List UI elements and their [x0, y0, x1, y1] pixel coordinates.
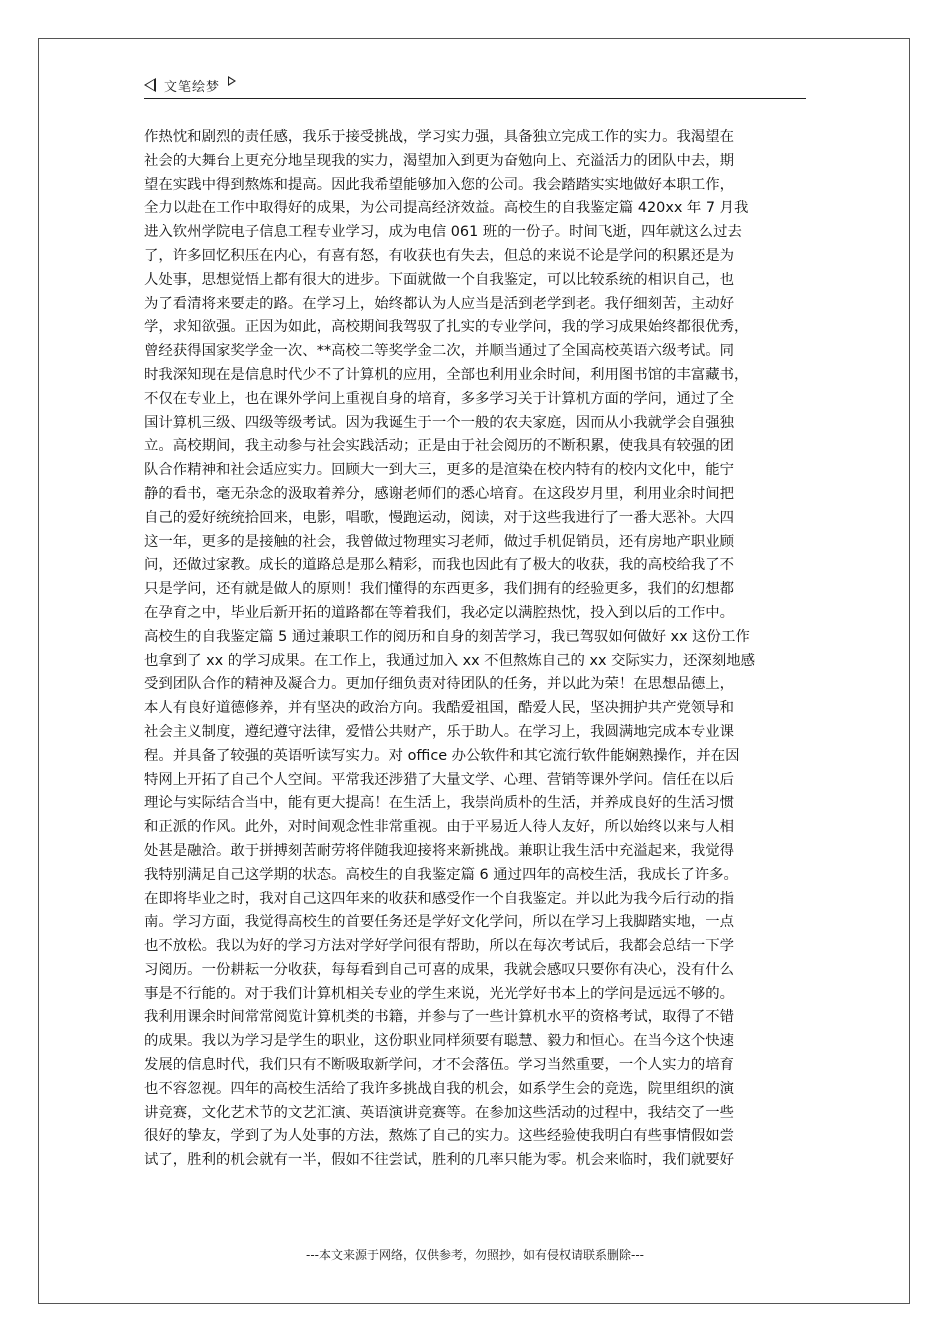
- body-text-line: 国计算机三级、四级等级考试。因为我诞生于一个一般的农夫家庭，因而从小我就学会自强独: [144, 414, 735, 431]
- body-text-line: 社会的大舞台上更充分地呈现我的实力，渴望加入到更为奋勉向上、充溢活力的团队中去，期: [144, 152, 735, 169]
- body-text-line: 处甚是融洽。敢于拼搏刻苦耐劳将伴随我迎接将来新挑战。兼职让我生活中充溢起来，我觉得: [144, 842, 735, 859]
- body-text-line: 南。学习方面，我觉得高校生的首要任务还是学好文化学问，所以在学习上我脚踏实地，一点: [144, 914, 735, 931]
- body-text-line: 特网上开拓了自己个人空间。平常我还涉猎了大量文学、心理、营销等课外学问。信任在以后: [144, 771, 735, 788]
- footer-note: ---本文来源于网络，仅供参考，勿照抄，如有侵权请联系删除---: [306, 1248, 644, 1262]
- document-body: [144, 126, 814, 1173]
- body-text-line: 讲竞赛，文化艺术节的文艺汇演、英语演讲竞赛等。在参加这些活动的过程中，我结交了一些: [144, 1104, 735, 1121]
- header-title: 文笔绘梦: [164, 79, 221, 95]
- body-text-line: 也不容忽视。四年的高校生活给了我许多挑战自我的机会，如系学生会的竞选，院里组织的演: [144, 1080, 735, 1097]
- body-text-line: 问，还做过家教。成长的道路总是那么精彩，而我也因此有了极大的收获，我的高校给我了不: [144, 557, 735, 574]
- body-text-line: 不仅在专业上，也在课外学问上重视自身的培育，多多学习关于计算机方面的学问，通过了全: [144, 390, 735, 407]
- body-text-line: 全力以赴在工作中取得好的成果，为公司提高经济效益。高校生的自我鉴定篇 420xx 年 7 月我: [144, 200, 749, 217]
- body-text-line: 很好的挚友，学到了为人处事的方法，熬炼了自己的实力。这些经验使我明白有些事情假如尝: [144, 1128, 735, 1145]
- body-text-line: 的成果。我以为学习是学生的职业，这份职业同样须要有聪慧、毅力和恒心。在当今这个快速: [144, 1033, 735, 1050]
- body-text-line: 自己的爱好统统拾回来，电影，唱歌，慢跑运动，阅读，对于这些我进行了一番大恶补。大四: [144, 509, 735, 526]
- body-text-line: 在即将毕业之时，我对自己这四年来的收获和感受作一个自我鉴定。并以此为我今后行动的指: [144, 890, 735, 907]
- body-text-line: 社会主义制度，遵纪遵守法律，爱惜公共财产，乐于助人。在学习上，我圆满地完成本专业课: [144, 723, 735, 740]
- body-text-line: 静的看书，毫无杂念的汲取着养分，感谢老师们的悉心培育。在这段岁月里，利用业余时间把: [144, 485, 735, 502]
- body-text-line: 程。并具备了较强的英语听读写实力。对 office 办公软件和其它流行软件能娴熟操作，并在因: [144, 747, 740, 764]
- body-text-line: 我特别满足自己这学期的状态。高校生的自我鉴定篇 6 通过四年的高校生活，我成长了许多。: [144, 866, 738, 883]
- body-text-line: 理论与实际结合当中，能有更大提高！在生活上，我崇尚质朴的生活，并养成良好的生活习惯: [144, 795, 735, 812]
- body-text-line: 为了看清将来要走的路。在学习上，始终都认为人应当是活到老学到老。我仔细刻苦，主动好: [144, 295, 735, 312]
- body-text-line: 习阅历。一份耕耘一分收获，每每看到自己可喜的成果，我就会感叹只要你有决心，没有什么: [144, 961, 735, 978]
- body-text-line: 和正派的作风。此外，对时间观念性非常重视。由于平易近人待人友好，所以始终以来与人相: [144, 819, 735, 836]
- body-text-line: 立。高校期间，我主动参与社会实践活动；正是由于社会阅历的不断积累，使我具有较强的团: [144, 438, 735, 455]
- body-text-line: 事是不行能的。对于我们计算机相关专业的学生来说，光光学好书本上的学问是远远不够的。: [144, 985, 735, 1002]
- body-text-line: 试了，胜利的机会就有一半，假如不往尝试，胜利的几率只能为零。机会来临时，我们就要好: [144, 1152, 735, 1169]
- body-text-line: 本人有良好道德修养，并有坚决的政治方向。我酷爱祖国，酷爱人民，坚决拥护共产党领导和: [144, 700, 735, 717]
- page-header: [144, 72, 806, 99]
- body-text-line: 我利用课余时间常常阅览计算机类的书籍，并参与了一些计算机水平的资格考试，取得了不错: [144, 1009, 735, 1026]
- body-text-line: 队合作精神和社会适应实力。回顾大一到大三，更多的是渲染在校内特有的校内文化中，能宁: [144, 462, 735, 479]
- body-text-line: 受到团队合作的精神及凝合力。更加仔细负责对待团队的任务，并以此为荣！在思想品德上，: [144, 676, 735, 693]
- body-text-line: 学，求知欲强。正因为如此，高校期间我驾驭了扎实的专业学问，我的学习成果始终都很优秀，: [144, 319, 749, 336]
- body-text-line: 这一年，更多的是接触的社会，我曾做过物理实习老师，做过手机促销员，还有房地产职业顾: [144, 533, 735, 550]
- body-text-line: 望在实践中得到熬炼和提高。因此我希望能够加入您的公司。我会踏踏实实地做好本职工作，: [144, 176, 735, 193]
- triangle-left-icon: [144, 78, 156, 92]
- body-text-line: 也拿到了 xx 的学习成果。在工作上，我通过加入 xx 不但熬炼自己的 xx 交际实力，还深刻地感: [144, 652, 756, 669]
- body-text-line: 作热忱和剧烈的责任感，我乐于接受挑战，学习实力强，具备独立完成工作的实力。我渴望在: [144, 129, 735, 145]
- body-text-line: 在孕育之中，毕业后新开拓的道路都在等着我们，我必定以满腔热忱，投入到以后的工作中。: [144, 604, 735, 621]
- body-text-line: 了，许多回忆积压在内心，有喜有怒，有收获也有失去，但总的来说不论是学问的积累还是为: [144, 247, 735, 264]
- body-text-line: 发展的信息时代，我们只有不断吸取新学问，才不会落伍。学习当然重要，一个人实力的培育: [144, 1057, 735, 1074]
- body-text-line: 人处事，思想觉悟上都有很大的进步。下面就做一个自我鉴定，可以比较系统的相识自己，也: [144, 271, 735, 288]
- body-text-line: 只是学问，还有就是做人的原则！我们懂得的东西更多，我们拥有的经验更多，我们的幻想都: [144, 581, 735, 598]
- body-text-line: 也不放松。我以为好的学习方法对学好学问很有帮助，所以在每次考试后，我都会总结一下学: [144, 938, 735, 955]
- body-text-line: 进入钦州学院电子信息工程专业学习，成为电信 061 班的一份子。时间飞逝，四年就这么过去: [144, 224, 742, 241]
- body-text-line: 高校生的自我鉴定篇 5 通过兼职工作的阅历和自身的刻苦学习，我已驾驭如何做好 xx 这份工作: [144, 628, 750, 645]
- body-text-line: 曾经获得国家奖学金一次、**高校二等奖学金二次，并顺当通过了全国高校英语六级考试。同: [144, 343, 735, 360]
- body-text-line: 时我深知现在是信息时代少不了计算机的应用，全部也利用业余时间，利用图书馆的丰富藏书，: [144, 366, 749, 383]
- triangle-right-icon: [228, 76, 236, 86]
